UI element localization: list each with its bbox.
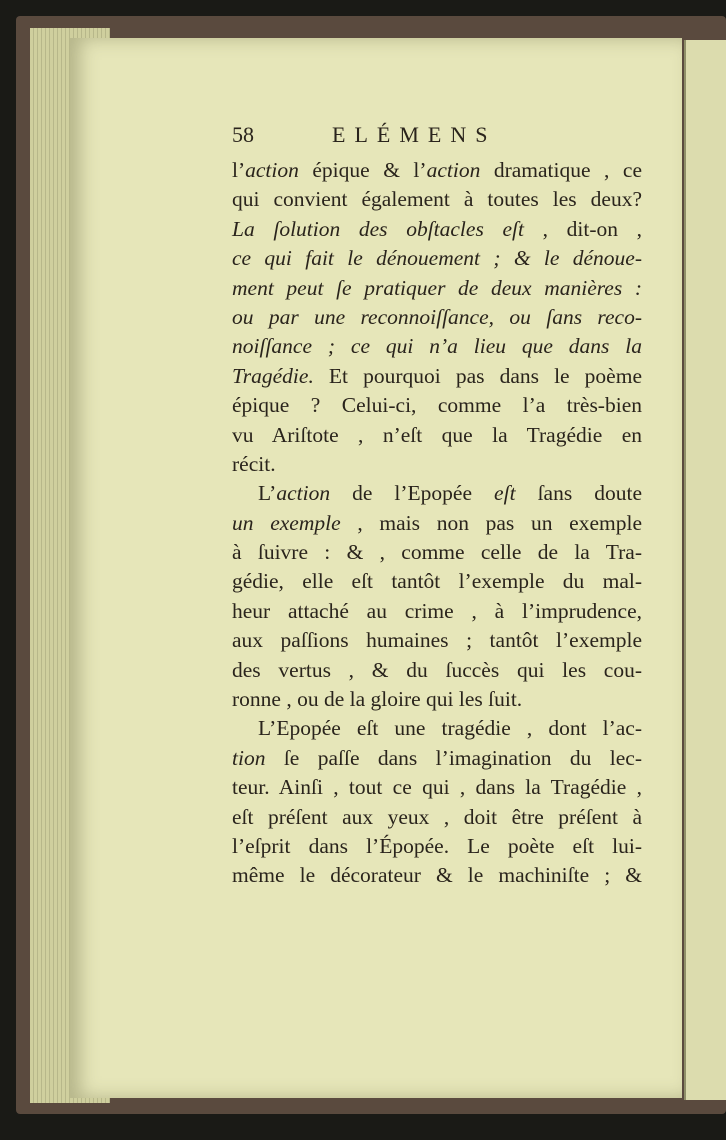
- text-line: [232, 626, 642, 655]
- text-line: [232, 479, 642, 508]
- italic-text: ce qui fait le dénouement ; & le dénoue-: [232, 246, 642, 271]
- text-line: [232, 450, 642, 479]
- text-run: gédie, elle eſt tantôt l’exemple du mal-: [232, 569, 642, 594]
- page-header: [232, 122, 642, 152]
- text-line: [232, 421, 642, 450]
- text-run: même le décorateur & le machiniſte ; &: [232, 863, 642, 888]
- text-run: , dit-on ,: [523, 216, 642, 241]
- text-line: [232, 832, 642, 861]
- running-title: ELÉMENS: [332, 122, 497, 147]
- text-line: [232, 538, 642, 567]
- text-run: dramatique , ce: [480, 158, 643, 182]
- text-run: récit.: [232, 451, 276, 476]
- text-line: [232, 685, 642, 714]
- text-run: Et pourquoi pas dans le poème: [313, 363, 642, 388]
- text-run: heur attaché au crime , à l’imprudence,: [232, 598, 642, 623]
- text-line: [232, 274, 642, 303]
- text-line: [232, 509, 642, 538]
- italic-text: action: [245, 158, 299, 182]
- italic-text: eſt: [494, 481, 516, 506]
- text-run: ſe paſſe dans l’imagination du lec-: [265, 745, 642, 770]
- text-line: [232, 861, 642, 890]
- body-text: [232, 156, 642, 891]
- text-run: de l’Epopée: [330, 481, 495, 506]
- text-run: épique & l’: [298, 158, 427, 182]
- italic-text: noiſſance ; ce qui n’a lieu que dans la: [232, 334, 642, 359]
- text-run: ronne , ou de la gloire qui les ſuit.: [232, 687, 523, 712]
- text-run: l’eſprit dans l’Épopée. Le poète eſt lui-: [232, 833, 642, 858]
- italic-text: La ſolution des obſtacles eſt: [232, 216, 524, 241]
- text-run: L’: [258, 481, 277, 506]
- text-run: vu Ariſtote , n’eſt que la Tragédie en: [232, 422, 642, 447]
- text-line: [232, 803, 642, 832]
- text-run: , mais non pas un exemple: [340, 510, 643, 535]
- text-line: [232, 656, 642, 685]
- text-run: des vertus , & du ſuccès qui les cou-: [232, 657, 642, 682]
- italic-text: action: [426, 158, 481, 182]
- text-line: [232, 773, 642, 802]
- text-line: [232, 185, 642, 214]
- text-line: [232, 597, 642, 626]
- text-run: l’: [232, 158, 246, 182]
- italic-text: ment peut ſe pratiquer de deux manières :: [232, 275, 642, 300]
- text-run: à ſuivre : & , comme celle de la Tra-: [232, 540, 642, 565]
- page-number: 58: [232, 122, 254, 147]
- text-line: [232, 362, 642, 391]
- text-line: [232, 714, 642, 743]
- text-line: [232, 215, 642, 244]
- text-line: [232, 744, 642, 773]
- text-line: [232, 391, 642, 420]
- text-run: teur. Ainſi , tout ce qui , dans la Tragédie ,: [232, 775, 642, 800]
- text-line: [232, 567, 642, 596]
- facing-page-edge: [684, 40, 726, 1100]
- italic-text: action: [276, 481, 331, 506]
- italic-text: Tragédie.: [232, 363, 314, 388]
- text-line: [232, 156, 642, 185]
- text-run: qui convient également à toutes les deux?: [232, 187, 642, 212]
- text-line: [232, 332, 642, 361]
- text-run: ſans doute: [515, 481, 642, 506]
- italic-text: tion: [232, 745, 266, 770]
- text-run: épique ? Celui-ci, comme l’a très-bien: [232, 393, 642, 418]
- text-run: eſt préſent aux yeux , doit être préſent à: [232, 804, 642, 829]
- italic-text: un exemple: [232, 510, 341, 535]
- text-line: [232, 244, 642, 273]
- italic-text: ou par une reconnoiſſance, ou ſans reco-: [232, 304, 642, 329]
- text-line: [232, 303, 642, 332]
- text-run: L’Epopée eſt une tragédie , dont l’ac-: [258, 716, 642, 741]
- text-run: aux paſſions humaines ; tantôt l’exemple: [232, 628, 642, 653]
